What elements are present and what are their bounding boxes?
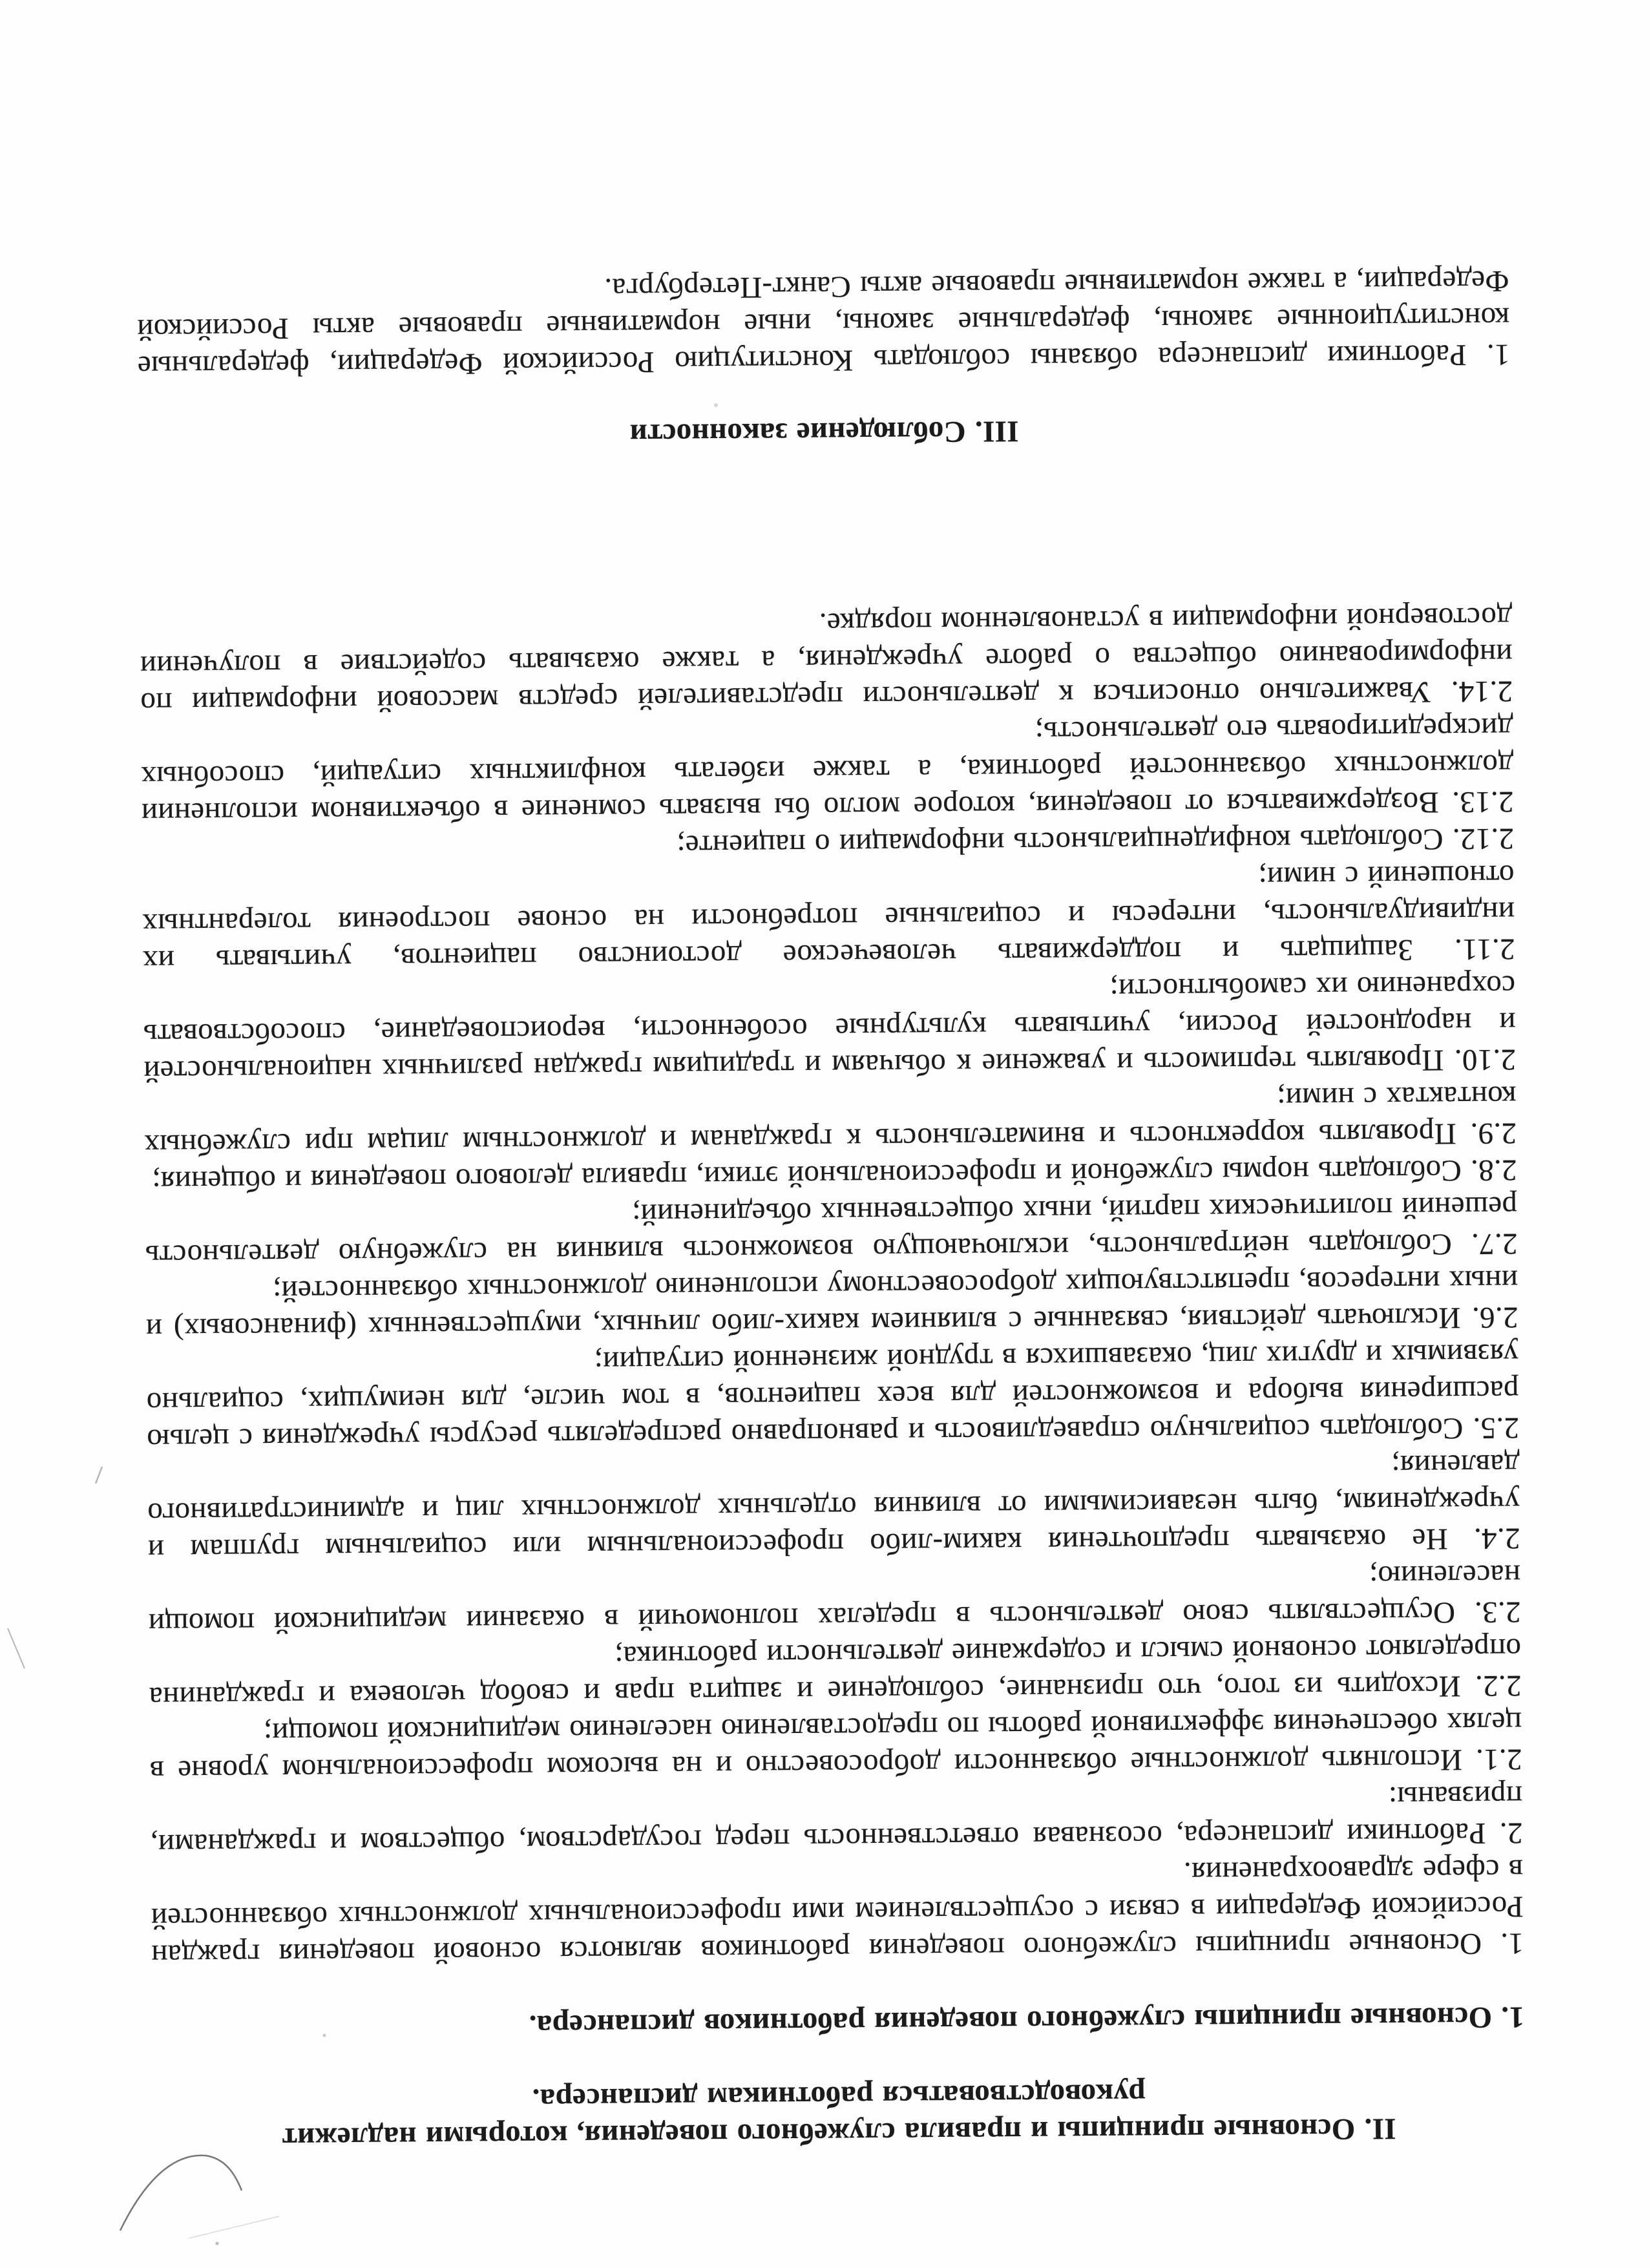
paragraph-2-11: 2.11. Защищать и поддерживать человеческое достоинство пациентов, учитывать их индивидуальность, интересы и социальные потребности на основе построения толерантных отношений с ними; (142, 858, 1515, 978)
paragraph-2-4: 2.4. Не оказывать предпочтения каким-либо профессиональным или социальным группам и учреждениям, быть независимыми от влияния отдельных должностных лиц и административного давления; (147, 1447, 1520, 1568)
paragraph-2-7: 2.7. Соблюдать нейтральность, исключающую возможность влияния на служебную деятельность решений политических партий, иных общественных объединений; (145, 1190, 1518, 1273)
section-2-subsection-heading: 1. Основные принципы служебного поведения работников диспансера. (529, 2000, 1525, 2043)
paragraph-2-10: 2.10. Проявлять терпимость и уважение к обычаям и традициям граждан различных национальностей и народностей России, учитывать культурные особенности, вероисповедание, способствовать сохранению их самобытности; (143, 969, 1517, 1089)
section-2-heading: II. Основные принципы и правила служебного поведения, которыми надлежит руководствоваться работникам диспансера. (282, 2077, 1396, 2156)
paragraph-2-14: 2.14. Уважительно относиться к деятельности представителей средств массовой информации по информированию общества о работе учреждения, а также оказывать содействие в получении достоверной информации в установленном порядке. (140, 600, 1513, 720)
paragraph-2-1: 2.1. Исполнять должностные обязанности добросовестно и на высоком профессиональном уровне в целях обеспечения эффективной работы по предоставлению населению медицинской помощи; (149, 1705, 1522, 1789)
paragraph-2-6: 2.6. Исключать действия, связанные с влиянием каких-либо личных, имущественных (финансовых) и иных интересов, препятствующих добросовестному исполнению должностных обязанностей; (145, 1263, 1518, 1347)
paragraph-2-12: 2.12. Соблюдать конфиденциальность информации о пациенте; (676, 821, 1515, 863)
section-3-heading: III. Соблюдение законности (629, 414, 1019, 452)
paragraph-2-13: 2.13. Воздерживаться от поведения, которое могло бы вызвать сомнение в объективном исполнении должностных обязанностей работника, а также избегать конфликтных ситуаций, способных дискредитировать его деятельность; (140, 711, 1514, 831)
paragraph-2-2: 2.2. Исходить из того, что признание, соблюдение и защита прав и свобод человека и гражданина определяют основной смысл и содержание деятельности работника; (149, 1632, 1522, 1715)
paragraph-2-8: 2.8. Соблюдать нормы служебной и профессиональной этики, правила делового поведения и общения; (151, 1153, 1517, 1199)
paragraph-3-1: 1. Работники диспансера обязаны соблюдать Конституцию Российской Федерации, федеральные конституционные законы, федеральные законы, иные нормативные правовые акты Российской Федерации, а также нормативные правовые акты Санкт-Петербурга. (136, 264, 1510, 384)
paragraph-2-intro-1: 1. Основные принципы служебного поведения работников являются основой поведения граждан Российской Федерации в связи с осуществлением ими профессиональных должностных обязанностей в сфере здравоохранения. (151, 1853, 1524, 1973)
paragraph-2-intro-2: 2. Работники диспансера, осознавая ответственность перед государством, обществом и гражданами, призваны: (150, 1779, 1523, 1862)
paragraph-2-5: 2.5. Соблюдать социальную справедливость и равноправно распределять ресурсы учреждения с целью расширения выбора и возможностей для всех пациентов, в том числе, для неимущих, социально уязвимых и других лиц, оказавшихся в трудной жизненной ситуации; (146, 1337, 1520, 1457)
paragraph-2-3: 2.3. Осуществлять свою деятельность в пределах полномочий в оказании медицинской помощи населению; (148, 1558, 1521, 1641)
paragraph-2-9: 2.9. Проявлять корректность и внимательность к гражданам и должностным лицам при служебных контактах с ними; (143, 1079, 1517, 1162)
